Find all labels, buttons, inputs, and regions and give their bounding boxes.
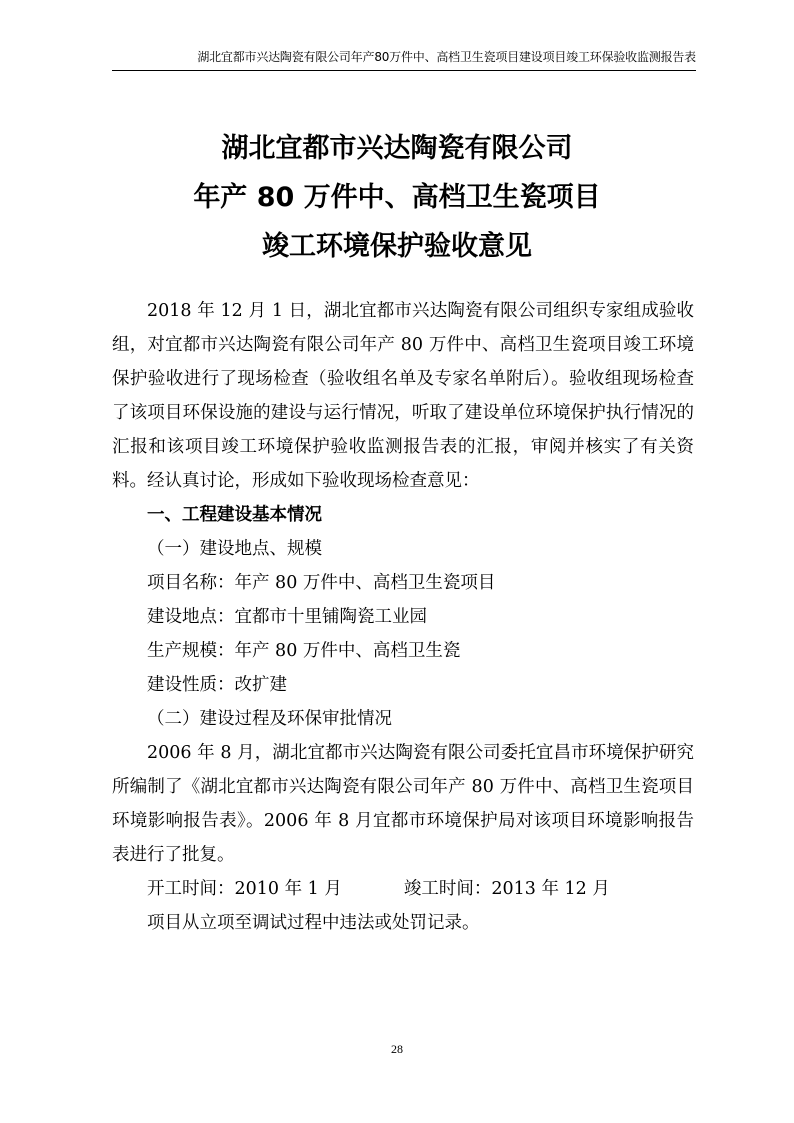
timeline-line xyxy=(112,872,694,906)
header-divider xyxy=(112,70,696,71)
approval-paragraph: 2006 年 8 月，湖北宜都市兴达陶瓷有限公司委托宜昌市环境保护研究所编制了《湖北宜都市兴达陶瓷有限公司年产 80 万件中、高档卫生瓷项目环境影响报告表》。2006 年 8 月宜都市环境保护局对该项目环境影响报告表进行了批复。 xyxy=(112,743,694,865)
document-title-line-2: 年产 80 万件中、高档卫生瓷项目 xyxy=(193,182,601,213)
end-time: 竣工时间：2013 年 12 月 xyxy=(403,879,610,899)
project-name-line: 项目名称：年产 80 万件中、高档卫生瓷项目 xyxy=(147,573,496,593)
nature-line: 建设性质：改扩建 xyxy=(147,675,287,695)
intro-paragraph: 2018 年 12 月 1 日，湖北宜都市兴达陶瓷有限公司组织专家组成验收组，对宜都市兴达陶瓷有限公司年产 80 万件中、高档卫生瓷项目竣工环境保护验收进行了现场检查（验收组名单及专家名单附后）。验收组现场检查了该项目环保设施的建设与运行情况，听取了建设单位环境保护执行情况的汇报和该项目竣工环境保护验收监测报告表的汇报，审阅并核实了有关资料。经认真讨论，形成如下验收现场检查意见： xyxy=(112,301,695,491)
scale-line: 生产规模：年产 80 万件中、高档卫生瓷 xyxy=(147,641,461,661)
document-title-line-3: 竣工环境保护验收意见 xyxy=(262,231,532,262)
running-header: 湖北宜都市兴达陶瓷有限公司年产80万件中、高档卫生瓷项目建设项目竣工环保验收监测报告表 xyxy=(197,50,696,64)
subsection-2-heading: （二）建设过程及环保审批情况 xyxy=(147,709,392,729)
section-1-heading: 一、工程建设基本情况 xyxy=(147,505,322,525)
page-number: 28 xyxy=(391,1042,403,1056)
subsection-1-heading: （一）建设地点、规模 xyxy=(147,539,322,559)
document-body xyxy=(112,294,694,940)
start-time: 开工时间：2010 年 1 月 xyxy=(147,879,342,899)
location-line: 建设地点：宜都市十里铺陶瓷工业园 xyxy=(147,607,427,627)
violations-line: 项目从立项至调试过程中违法或处罚记录。 xyxy=(147,913,480,933)
document-title-line-1: 湖北宜都市兴达陶瓷有限公司 xyxy=(221,133,573,164)
